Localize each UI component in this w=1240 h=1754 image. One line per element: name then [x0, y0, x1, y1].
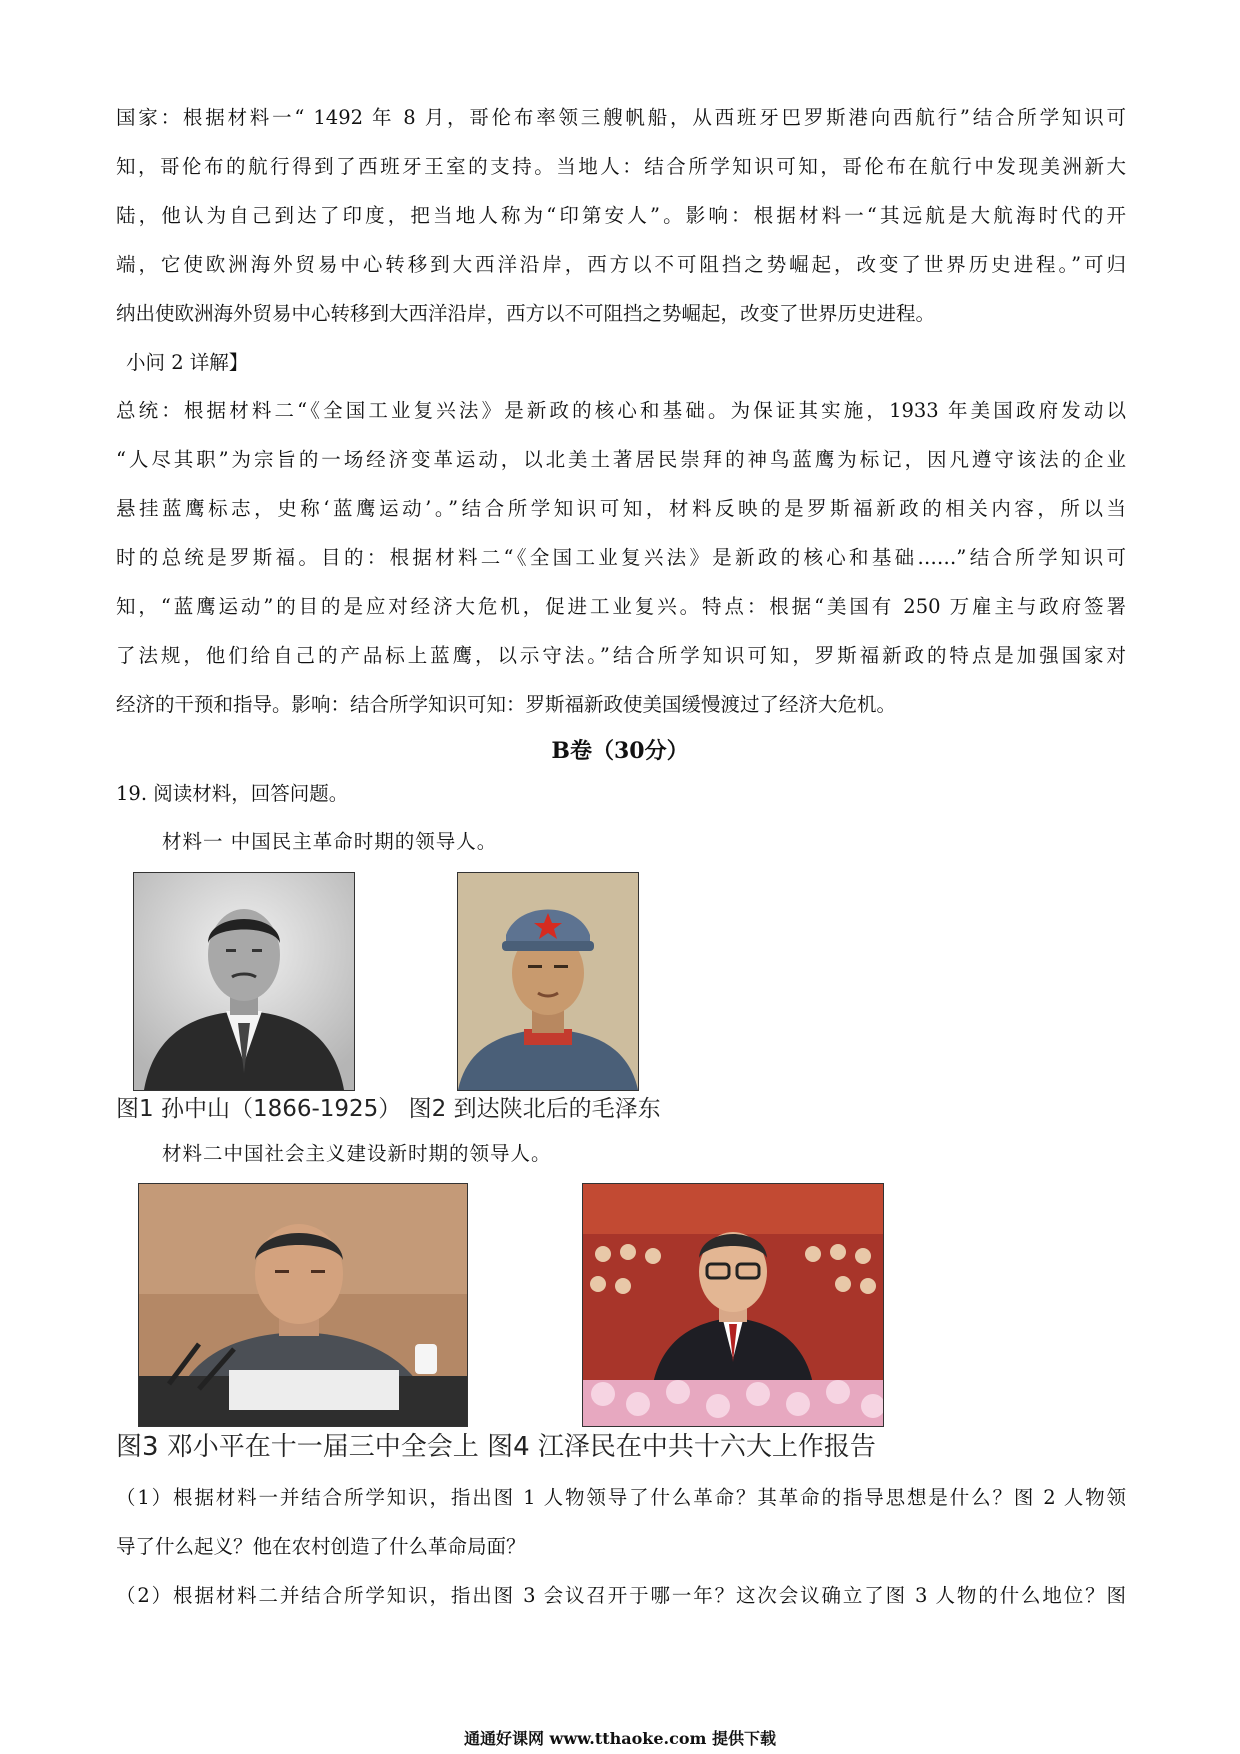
page-footer: 通通好课网 www.tthaoke.com 提供下载: [463, 1729, 777, 1748]
text-line: 知，哥伦布的航行得到了西班牙王室的支持。当地人：结合所学知识可知，哥伦布在航行中发现美洲新大: [116, 155, 1126, 178]
figure-captions-row-2: 图3 邓小平在十一届三中全会上 图4 江泽民在中共十六大上作报告: [116, 1432, 876, 1462]
text-line: “人尽其职”为宗旨的一场经济变革运动，以北美土著居民崇拜的神鸟蓝鹰为标记，因凡遵守该法的企业: [116, 448, 1126, 471]
portrait-illustration: [134, 873, 354, 1090]
conference-illustration: [583, 1184, 883, 1426]
text-line: 了法规，他们给自己的产品标上蓝鹰，以示守法。”结合所学知识可知，罗斯福新政的特点是加强国家对: [116, 644, 1126, 667]
conference-illustration: [139, 1184, 467, 1426]
text-line: 纳出使欧洲海外贸易中心转移到大西洋沿岸，西方以不可阻挡之势崛起，改变了世界历史进程。: [116, 302, 936, 325]
material-2-intro: 材料二中国社会主义建设新时期的领导人。: [162, 1142, 552, 1165]
text-line: 悬挂蓝鹰标志，史称‘蓝鹰运动’。”结合所学知识可知，材料反映的是罗斯福新政的相关内容，所以当: [116, 497, 1126, 520]
section-title: B卷（30分）: [551, 738, 689, 764]
text-line: 陆，他认为自己到达了印度，把当地人称为“印第安人”。影响：根据材料一“其远航是大航海时代的开: [116, 204, 1126, 227]
material-1-intro: 材料一 中国民主革命时期的领导人。: [162, 830, 498, 853]
photo-sun-yat-sen: [133, 872, 355, 1091]
subheading: 小问 2 详解】: [126, 351, 249, 374]
text-line: 知，“蓝鹰运动”的目的是应对经济大危机，促进工业复兴。特点：根据“美国有 250 万雇主与政府签署: [116, 595, 1126, 618]
text-line: 国家：根据材料一“ 1492 年 8 月，哥伦布率领三艘帆船，从西班牙巴罗斯港向西航行”结合所学知识可: [116, 106, 1126, 129]
question-2-line: （2）根据材料二并结合所学知识，指出图 3 会议召开于哪一年？这次会议确立了图 3 人物的什么地位？图: [116, 1584, 1126, 1607]
photo-jiang-zemin: [582, 1183, 884, 1427]
question-19: 19. 阅读材料，回答问题。: [116, 782, 349, 805]
question-1-line: 导了什么起义？他在农村创造了什么革命局面？: [116, 1535, 526, 1558]
portrait-illustration: [458, 873, 638, 1090]
figure-captions-row-1: 图1 孙中山（1866-1925） 图2 到达陕北后的毛泽东: [116, 1096, 661, 1122]
text-line: 端，它使欧洲海外贸易中心转移到大西洋沿岸，西方以不可阻挡之势崛起，改变了世界历史进程。”可归: [116, 253, 1126, 276]
question-1-line: （1）根据材料一并结合所学知识，指出图 1 人物领导了什么革命？其革命的指导思想是什么？图 2 人物领: [116, 1486, 1126, 1509]
photo-mao-zedong: [457, 872, 639, 1091]
text-line: 时的总统是罗斯福。目的：根据材料二“《全国工业复兴法》是新政的核心和基础……”结合所学知识可: [116, 546, 1126, 569]
text-line: 经济的干预和指导。影响：结合所学知识可知：罗斯福新政使美国缓慢渡过了经济大危机。: [116, 693, 897, 716]
photo-deng-xiaoping: [138, 1183, 468, 1427]
text-line: 总统：根据材料二“《全国工业复兴法》是新政的核心和基础。为保证其实施，1933 年美国政府发动以: [116, 399, 1126, 422]
